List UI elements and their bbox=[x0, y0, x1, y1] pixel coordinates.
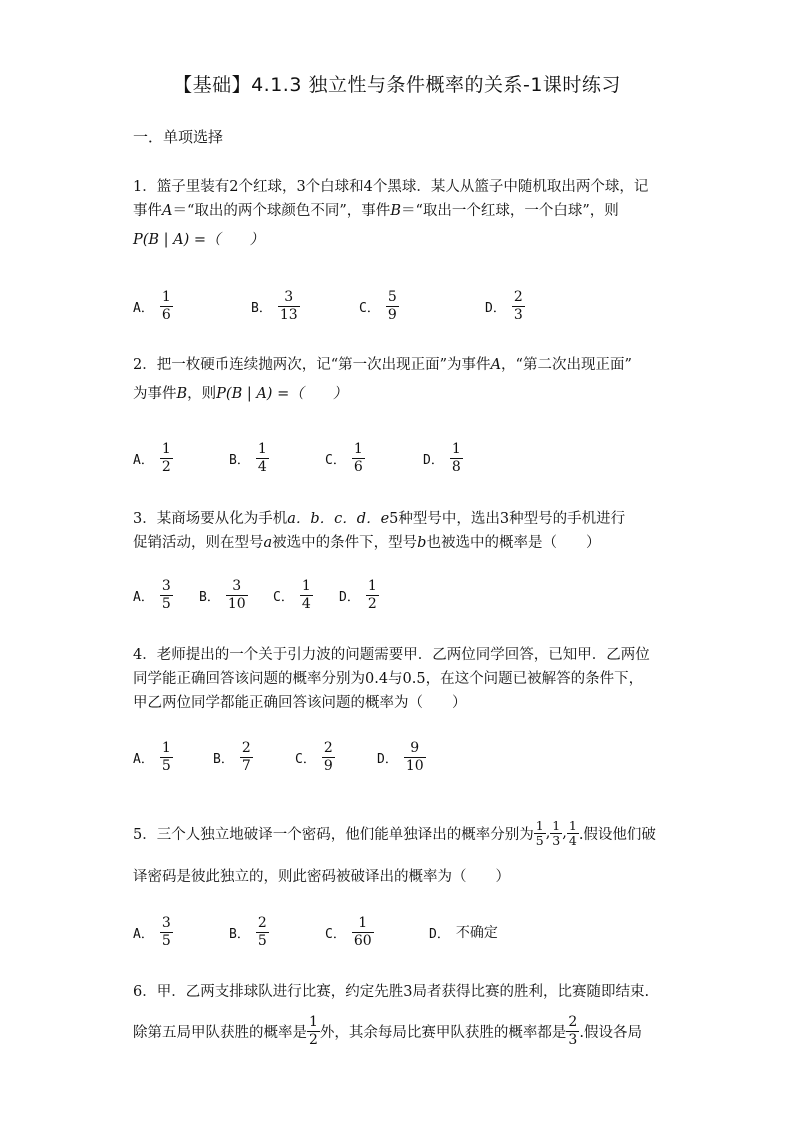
numerator: 1 bbox=[161, 288, 171, 305]
numerator: 2 bbox=[513, 288, 523, 305]
q3-models: a．b．c．d．e bbox=[287, 511, 390, 527]
denominator: 5 bbox=[161, 932, 171, 949]
denominator: 5 bbox=[161, 595, 171, 612]
q6-text: .假设各局 bbox=[579, 1024, 642, 1041]
fraction bbox=[240, 740, 253, 775]
q2-options bbox=[133, 436, 693, 480]
option-letter: B． bbox=[229, 452, 250, 468]
numerator: 5 bbox=[387, 288, 397, 305]
denominator: 4 bbox=[301, 595, 311, 612]
q2-line2 bbox=[133, 382, 347, 403]
option-letter: A． bbox=[133, 926, 154, 942]
option-c[interactable] bbox=[325, 910, 374, 954]
option-d[interactable] bbox=[485, 284, 525, 328]
option-letter: B． bbox=[251, 300, 272, 316]
q3-line2 bbox=[133, 531, 600, 552]
denominator: 2 bbox=[161, 458, 171, 475]
page-title: 【基础】4.1.3 独立性与条件概率的关系-1课时练习 bbox=[173, 74, 621, 96]
fraction bbox=[566, 1014, 579, 1049]
denominator: 2 bbox=[367, 595, 377, 612]
q3-text: 被选中的条件下，型号 bbox=[272, 535, 418, 551]
fraction bbox=[322, 740, 335, 775]
numerator: 2 bbox=[257, 914, 267, 931]
q5-text: 5．三个人独立地破译一个密码，他们能单独译出的概率分别为 bbox=[133, 826, 534, 843]
denominator: 9 bbox=[387, 306, 397, 323]
option-letter: B． bbox=[213, 751, 234, 767]
fraction bbox=[404, 740, 426, 775]
q2-text: ，则 bbox=[187, 386, 217, 402]
numerator: 1 bbox=[257, 440, 267, 457]
fraction bbox=[386, 289, 399, 324]
q1-text: ＝“取出的两个球颜色不同”，事件 bbox=[172, 203, 391, 219]
option-a[interactable] bbox=[133, 573, 173, 617]
q6-text: 除第五局甲队获胜的概率是 bbox=[133, 1024, 307, 1041]
q2-formula: P(B | A) =（ ） bbox=[216, 386, 348, 402]
q1-line2 bbox=[133, 199, 619, 220]
option-a[interactable] bbox=[133, 284, 173, 328]
option-c[interactable] bbox=[325, 436, 365, 480]
numerator: 2 bbox=[323, 739, 333, 756]
numerator: 3 bbox=[284, 288, 294, 305]
option-letter: D． bbox=[339, 589, 360, 605]
q3-options bbox=[133, 573, 693, 617]
q4-options bbox=[133, 735, 693, 779]
fraction bbox=[550, 819, 562, 848]
option-d[interactable] bbox=[339, 573, 379, 617]
q3-var-b: b bbox=[417, 535, 427, 551]
numerator: 1 bbox=[161, 739, 171, 756]
fraction bbox=[226, 578, 248, 613]
denominator: 3 bbox=[568, 1031, 578, 1048]
fraction bbox=[307, 1014, 320, 1049]
q3-text: 促销活动，则在型号 bbox=[133, 535, 264, 551]
option-d[interactable] bbox=[377, 735, 426, 779]
denominator: 5 bbox=[535, 832, 544, 848]
option-letter: B． bbox=[199, 589, 220, 605]
numerator: 2 bbox=[241, 739, 251, 756]
q2-var-a: A bbox=[490, 357, 502, 373]
denominator: 4 bbox=[568, 832, 577, 848]
numerator: 9 bbox=[410, 739, 420, 756]
fraction bbox=[300, 578, 313, 613]
option-c[interactable] bbox=[295, 735, 335, 779]
q4-line1: 4．老师提出的一个关于引力波的问题需要甲．乙两位同学回答，已知甲．乙两位 bbox=[133, 647, 650, 663]
fraction bbox=[256, 915, 269, 950]
q1-text: 事件 bbox=[133, 203, 162, 219]
option-letter: D． bbox=[423, 452, 444, 468]
numerator: 3 bbox=[161, 914, 171, 931]
denominator: 2 bbox=[309, 1031, 318, 1048]
denominator: 9 bbox=[323, 757, 333, 774]
option-b[interactable] bbox=[229, 910, 269, 954]
q2-var-b: B bbox=[176, 386, 188, 402]
q1-text: ＝“取出一个红球，一个白球”，则 bbox=[400, 203, 619, 219]
option-letter: A． bbox=[133, 589, 154, 605]
option-letter: D． bbox=[485, 300, 506, 316]
option-d[interactable] bbox=[423, 436, 463, 480]
q3-text: 3．某商场要从化为手机 bbox=[133, 511, 288, 527]
option-b[interactable] bbox=[229, 436, 269, 480]
numerator: 3 bbox=[232, 577, 242, 594]
option-a[interactable] bbox=[133, 910, 173, 954]
q1-line1: 1．篮子里装有2个红球，3个白球和4个黑球．某人从篮子中随机取出两个球，记 bbox=[133, 179, 649, 195]
option-letter: A． bbox=[133, 300, 154, 316]
denominator: 7 bbox=[241, 757, 251, 774]
fraction bbox=[160, 740, 173, 775]
option-c[interactable] bbox=[273, 573, 313, 617]
option-b[interactable] bbox=[199, 573, 248, 617]
denominator: 3 bbox=[513, 306, 523, 323]
numerator: 2 bbox=[568, 1013, 578, 1030]
denominator: 10 bbox=[227, 595, 246, 612]
fraction bbox=[450, 441, 463, 476]
option-letter: B． bbox=[229, 926, 250, 942]
fraction bbox=[352, 915, 374, 950]
comma: , bbox=[545, 825, 551, 841]
option-letter: A． bbox=[133, 751, 154, 767]
option-letter: D． bbox=[377, 751, 398, 767]
denominator: 8 bbox=[451, 458, 461, 475]
option-letter: A． bbox=[133, 452, 154, 468]
denominator: 60 bbox=[353, 932, 372, 949]
numerator: 1 bbox=[301, 577, 311, 594]
fraction bbox=[352, 441, 365, 476]
denominator: 5 bbox=[257, 932, 267, 949]
fraction bbox=[160, 915, 173, 950]
option-c[interactable] bbox=[359, 284, 399, 328]
option-letter: D． bbox=[429, 926, 450, 942]
numerator: 1 bbox=[535, 817, 544, 833]
denominator: 3 bbox=[552, 832, 561, 848]
fraction bbox=[160, 441, 173, 476]
comma: , bbox=[562, 825, 567, 841]
q3-text: 5种型号中，选出3种型号的手机进行 bbox=[389, 511, 626, 527]
numerator: 1 bbox=[451, 440, 461, 457]
section-heading: 一．单项选择 bbox=[133, 128, 224, 146]
q2-text: ，“第二次出现正面” bbox=[501, 357, 632, 373]
numerator: 3 bbox=[161, 577, 171, 594]
denominator: 10 bbox=[405, 757, 424, 774]
denominator: 4 bbox=[257, 458, 267, 475]
numerator: 1 bbox=[367, 577, 377, 594]
denominator: 13 bbox=[279, 306, 298, 323]
option-a[interactable] bbox=[133, 735, 173, 779]
fraction bbox=[160, 578, 173, 613]
q6-line2 bbox=[133, 1010, 642, 1052]
fraction bbox=[512, 289, 525, 324]
fraction bbox=[256, 441, 269, 476]
option-letter: C． bbox=[325, 452, 346, 468]
q3-line1 bbox=[133, 507, 625, 528]
option-letter: C． bbox=[273, 589, 294, 605]
q4-line3: 甲乙两位同学都能正确回答该问题的概率为（ ） bbox=[133, 695, 467, 711]
q1-options bbox=[133, 284, 693, 328]
q4-line2: 同学能正确回答该问题的概率分别为0.4与0.5，在这个问题已被解答的条件下， bbox=[133, 671, 644, 687]
q5-text: .假设他们破 bbox=[578, 826, 656, 843]
q5-options bbox=[133, 910, 693, 954]
q6-text: 外，其余每局比赛甲队获胜的概率都是 bbox=[319, 1024, 567, 1041]
numerator: 1 bbox=[309, 1013, 318, 1030]
option-a[interactable] bbox=[133, 436, 173, 480]
option-letter: C． bbox=[325, 926, 346, 942]
q1-var-a: A bbox=[162, 203, 173, 219]
q2-text: 为事件 bbox=[133, 386, 177, 402]
denominator: 6 bbox=[353, 458, 363, 475]
option-d[interactable] bbox=[429, 910, 498, 954]
q1-var-b: B bbox=[390, 203, 401, 219]
q5-line2: 译密码是彼此独立的，则此密码被破译出的概率为（ ） bbox=[133, 869, 510, 885]
option-text: 不确定 bbox=[455, 925, 498, 941]
option-b[interactable] bbox=[251, 284, 300, 328]
fraction bbox=[567, 819, 579, 848]
q5-line1 bbox=[133, 813, 656, 853]
q3-text: 也被选中的概率是（ ） bbox=[426, 535, 601, 551]
q3-var-a: a bbox=[263, 535, 273, 551]
fraction bbox=[534, 819, 546, 848]
option-b[interactable] bbox=[213, 735, 253, 779]
fraction bbox=[278, 289, 300, 324]
q2-text: 2．把一枚硬币连续抛两次，记“第一次出现正面”为事件 bbox=[133, 357, 491, 373]
fraction bbox=[366, 578, 379, 613]
numerator: 1 bbox=[161, 440, 171, 457]
option-letter: C． bbox=[359, 300, 380, 316]
denominator: 6 bbox=[161, 306, 171, 323]
numerator: 1 bbox=[358, 914, 368, 931]
numerator: 1 bbox=[552, 817, 561, 833]
q1-line3: P(B | A) =（ ） bbox=[133, 232, 265, 248]
numerator: 1 bbox=[353, 440, 363, 457]
denominator: 5 bbox=[161, 757, 171, 774]
numerator: 1 bbox=[568, 817, 577, 833]
fraction bbox=[160, 289, 173, 324]
option-letter: C． bbox=[295, 751, 316, 767]
q6-line1: 6．甲．乙两支排球队进行比赛，约定先胜3局者获得比赛的胜利，比赛随即结束. bbox=[133, 984, 650, 1000]
q2-line1 bbox=[133, 353, 632, 374]
